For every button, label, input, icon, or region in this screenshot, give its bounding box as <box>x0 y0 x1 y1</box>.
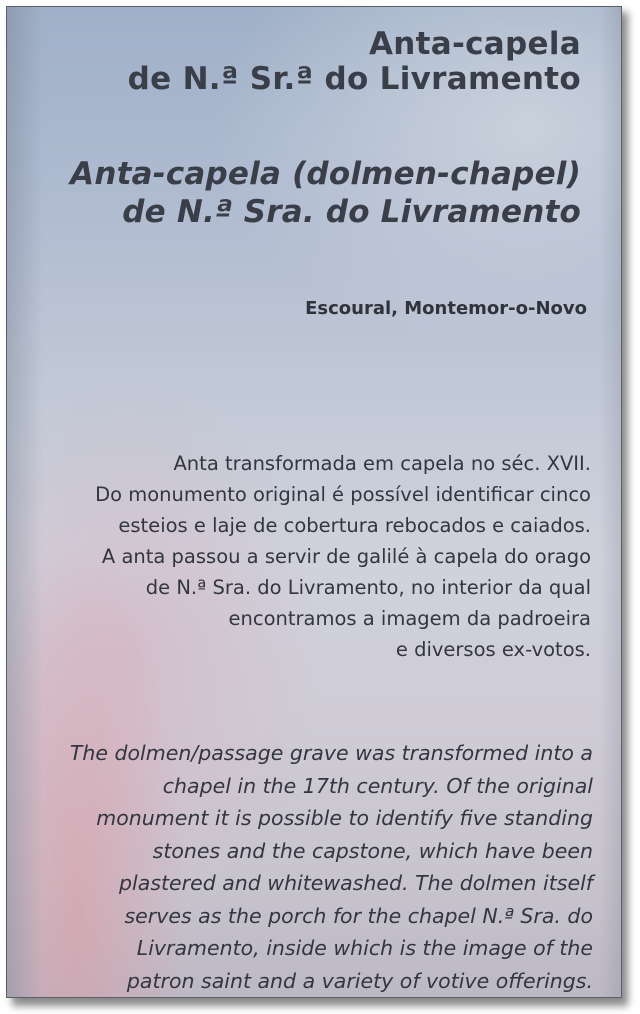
body-pt-line: e diversos ex-votos. <box>395 638 591 661</box>
description-english <box>70 737 593 997</box>
body-pt-line: de N.ª Sra. do Livramento, no interior da qual <box>145 576 591 599</box>
body-pt-line: A anta passou a servir de galilé à capela do orago <box>101 545 591 568</box>
body-en-line: patron saint and a variety of votive offerings. <box>126 968 593 993</box>
body-en-line: chapel in the 17th century. Of the original <box>162 773 593 798</box>
description-portuguese <box>95 448 591 665</box>
body-pt-line: encontramos a imagem da padroeira <box>228 607 591 630</box>
information-sign <box>6 6 622 998</box>
body-pt-line: Anta transformada em capela no séc. XVII. <box>173 452 591 475</box>
body-en-line: Livramento, inside which is the image of the <box>136 936 593 960</box>
title-en-line: Anta-capela (dolmen-chapel) <box>70 156 581 192</box>
body-en-line: plastered and whitewashed. The dolmen itself <box>119 871 593 895</box>
body-en-line: stones and the capstone, which have been <box>152 838 593 863</box>
body-en-line: monument it is possible to identify five standing <box>96 806 593 830</box>
body-pt-line: Do monumento original é possível identificar cinco <box>95 483 591 506</box>
body-pt-line: esteios e laje de cobertura rebocados e caiados. <box>118 514 591 537</box>
title-en-line: de N.ª Sra. do Livramento <box>122 194 581 230</box>
sign-title-english <box>70 155 581 231</box>
title-pt-line: de N.ª Sr.ª do Livramento <box>127 61 581 97</box>
body-en-line: serves as the porch for the chapel N.ª Sra. do <box>124 903 593 928</box>
body-en-line: The dolmen/passage grave was transformed into a <box>69 741 593 765</box>
title-pt-line: Anta-capela <box>368 26 581 62</box>
sign-location: Escoural, Montemor-o-Novo <box>305 298 587 319</box>
sign-title-portuguese <box>128 27 581 97</box>
